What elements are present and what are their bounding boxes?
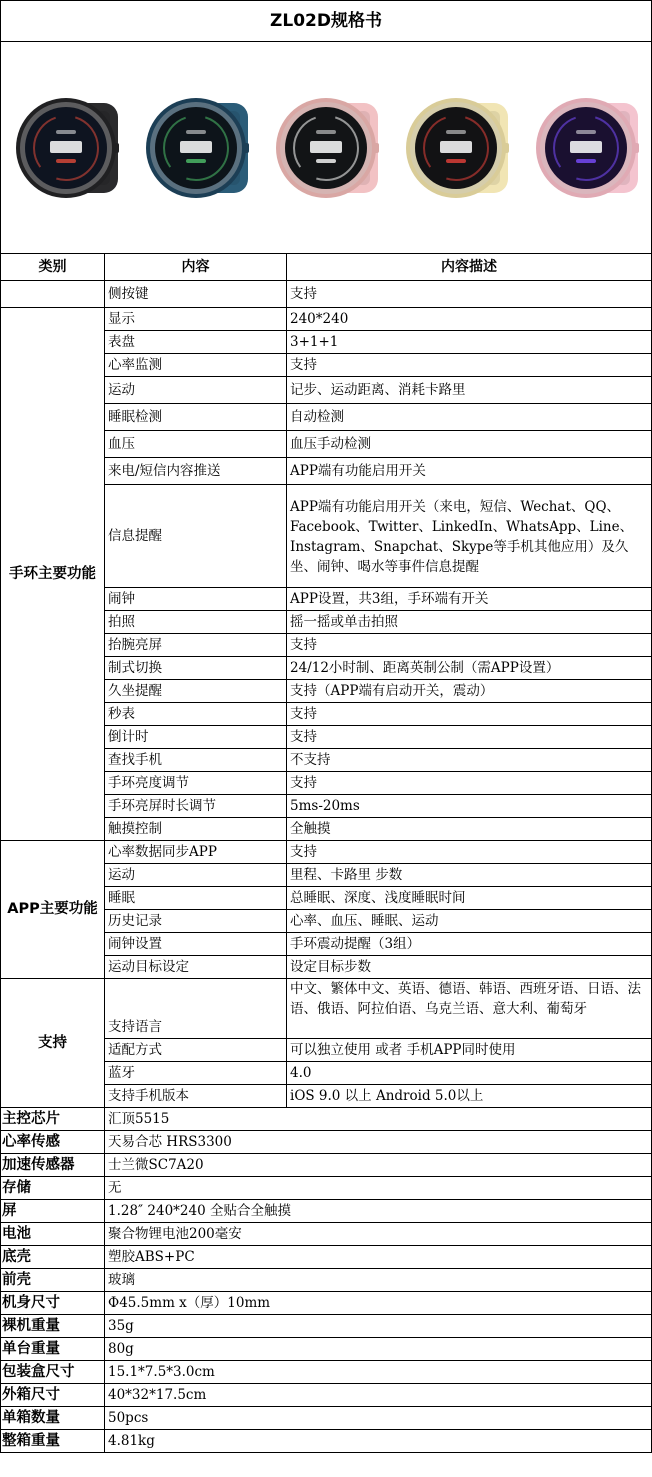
watch-blue-image [140, 83, 252, 213]
feature-name: 心率监测 [105, 354, 287, 377]
spec-value: 士兰微SC7A20 [105, 1154, 652, 1177]
category-cell: 手环主要功能 [1, 308, 105, 841]
feature-name: 心率数据同步APP [105, 841, 287, 864]
feature-description: 24/12小时制、距离英制公制（需APP设置） [287, 657, 652, 680]
spec-row [1, 1200, 652, 1223]
feature-description: APP端有功能启用开关（来电，短信、Wechat、QQ、Facebook、Twitter、LinkedIn、WhatsApp、Line、Instagram、Snapchat、Skype等手机其他应用）及久坐、闹钟、喝水等事件信息提醒 [287, 485, 652, 588]
feature-name: 手环亮屏时长调节 [105, 795, 287, 818]
feature-name: 蓝牙 [105, 1062, 287, 1085]
feature-description: 5ms-20ms [287, 795, 652, 818]
feature-description: 全触摸 [287, 818, 652, 841]
feature-description: 支持 [287, 354, 652, 377]
feature-name: 秒表 [105, 703, 287, 726]
spec-value: 80g [105, 1338, 652, 1361]
spec-key: 前壳 [1, 1269, 105, 1292]
watch-yellow-image [400, 83, 512, 213]
feature-name: 历史记录 [105, 910, 287, 933]
feature-name: 表盘 [105, 331, 287, 354]
watch-pink-2-image [530, 83, 642, 213]
category-cell-empty [1, 281, 105, 308]
spec-key: 单台重量 [1, 1338, 105, 1361]
feature-description: 心率、血压、睡眠、运动 [287, 910, 652, 933]
feature-description: 可以独立使用 或者 手机APP同时使用 [287, 1039, 652, 1062]
feature-name: 运动目标设定 [105, 956, 287, 979]
feature-description: 里程、卡路里 步数 [287, 864, 652, 887]
header-row [1, 254, 652, 281]
feature-description: 手环震动提醒（3组） [287, 933, 652, 956]
feature-description: 支持 [287, 703, 652, 726]
spec-row [1, 1407, 652, 1430]
feature-name: 闹钟设置 [105, 933, 287, 956]
sheet-title: ZL02D规格书 [1, 1, 652, 42]
spec-value: 塑胶ABS+PC [105, 1246, 652, 1269]
watch-pink-1-image [270, 83, 382, 213]
feature-description: 摇一摇或单击拍照 [287, 611, 652, 634]
feature-row [1, 281, 652, 308]
feature-name: 闹钟 [105, 588, 287, 611]
feature-description: 支持（APP端有启动开关，震动） [287, 680, 652, 703]
feature-name: 制式切换 [105, 657, 287, 680]
feature-description: 支持 [287, 726, 652, 749]
spec-row [1, 1430, 652, 1453]
category-cell: 支持 [1, 979, 105, 1108]
spec-key: 包装盒尺寸 [1, 1361, 105, 1384]
spec-key: 心率传感 [1, 1131, 105, 1154]
spec-key: 裸机重量 [1, 1315, 105, 1338]
feature-name: 拍照 [105, 611, 287, 634]
product-photo-cell [1, 42, 652, 254]
spec-row [1, 1177, 652, 1200]
title-row [1, 1, 652, 42]
feature-description: 血压手动检测 [287, 431, 652, 458]
feature-name: 侧按键 [105, 281, 287, 308]
feature-name: 运动 [105, 377, 287, 404]
feature-description: iOS 9.0 以上 Android 5.0以上 [287, 1085, 652, 1108]
feature-name: 手环亮度调节 [105, 772, 287, 795]
feature-name: 睡眠 [105, 887, 287, 910]
spec-key: 存储 [1, 1177, 105, 1200]
spec-value: 天易合芯 HRS3300 [105, 1131, 652, 1154]
feature-description: 支持 [287, 281, 652, 308]
spec-value: 15.1*7.5*3.0cm [105, 1361, 652, 1384]
feature-name: 睡眠检测 [105, 404, 287, 431]
spec-key: 主控芯片 [1, 1108, 105, 1131]
spec-row [1, 1154, 652, 1177]
product-photos [1, 42, 651, 253]
feature-name: 抬腕亮屏 [105, 634, 287, 657]
feature-name: 支持语言 [105, 979, 287, 1039]
feature-description: 设定目标步数 [287, 956, 652, 979]
feature-name: 查找手机 [105, 749, 287, 772]
photo-row [1, 42, 652, 254]
spec-value: 35g [105, 1315, 652, 1338]
feature-description: 支持 [287, 634, 652, 657]
spec-key: 机身尺寸 [1, 1292, 105, 1315]
feature-name: 适配方式 [105, 1039, 287, 1062]
spec-key: 单箱数量 [1, 1407, 105, 1430]
feature-name: 血压 [105, 431, 287, 458]
feature-description: 不支持 [287, 749, 652, 772]
spec-key: 底壳 [1, 1246, 105, 1269]
feature-description: APP设置，共3组，手环端有开关 [287, 588, 652, 611]
spec-key: 屏 [1, 1200, 105, 1223]
feature-row [1, 308, 652, 331]
spec-row [1, 1246, 652, 1269]
spec-value: 玻璃 [105, 1269, 652, 1292]
feature-row [1, 979, 652, 1039]
spec-value: 汇顶5515 [105, 1108, 652, 1131]
feature-description: 支持 [287, 772, 652, 795]
spec-key: 加速传感器 [1, 1154, 105, 1177]
feature-name: 信息提醒 [105, 485, 287, 588]
spec-value: 40*32*17.5cm [105, 1384, 652, 1407]
feature-name: 运动 [105, 864, 287, 887]
feature-description: 4.0 [287, 1062, 652, 1085]
feature-row [1, 841, 652, 864]
feature-description: 240*240 [287, 308, 652, 331]
spec-row [1, 1315, 652, 1338]
spec-value: Ф45.5mm x（厚）10mm [105, 1292, 652, 1315]
spec-row [1, 1292, 652, 1315]
feature-name: 久坐提醒 [105, 680, 287, 703]
feature-description: 中文、繁体中文、英语、德语、韩语、西班牙语、日语、法语、俄语、阿拉伯语、乌克兰语、意大利、葡萄牙 [287, 979, 652, 1039]
spec-row [1, 1361, 652, 1384]
spec-value: 1.28″ 240*240 全贴合全触摸 [105, 1200, 652, 1223]
spec-row [1, 1108, 652, 1131]
spec-value: 无 [105, 1177, 652, 1200]
spec-value: 4.81kg [105, 1430, 652, 1453]
feature-description: 3+1+1 [287, 331, 652, 354]
feature-name: 触摸控制 [105, 818, 287, 841]
spec-value: 聚合物锂电池200毫安 [105, 1223, 652, 1246]
feature-description: APP端有功能启用开关 [287, 458, 652, 485]
header-content: 内容 [105, 254, 287, 281]
feature-name: 显示 [105, 308, 287, 331]
feature-description: 总睡眠、深度、浅度睡眠时间 [287, 887, 652, 910]
header-category: 类别 [1, 254, 105, 281]
spec-key: 整箱重量 [1, 1430, 105, 1453]
watch-black-image [10, 83, 122, 213]
feature-description: 记步、运动距离、消耗卡路里 [287, 377, 652, 404]
spec-row [1, 1384, 652, 1407]
spec-value: 50pcs [105, 1407, 652, 1430]
header-description: 内容描述 [287, 254, 652, 281]
feature-name: 支持手机版本 [105, 1085, 287, 1108]
spec-row [1, 1338, 652, 1361]
feature-name: 来电/短信内容推送 [105, 458, 287, 485]
feature-name: 倒计时 [105, 726, 287, 749]
spec-key: 外箱尺寸 [1, 1384, 105, 1407]
feature-description: 自动检测 [287, 404, 652, 431]
spec-row [1, 1131, 652, 1154]
spec-row [1, 1223, 652, 1246]
feature-description: 支持 [287, 841, 652, 864]
spec-key: 电池 [1, 1223, 105, 1246]
spec-row [1, 1269, 652, 1292]
category-cell: APP主要功能 [1, 841, 105, 979]
